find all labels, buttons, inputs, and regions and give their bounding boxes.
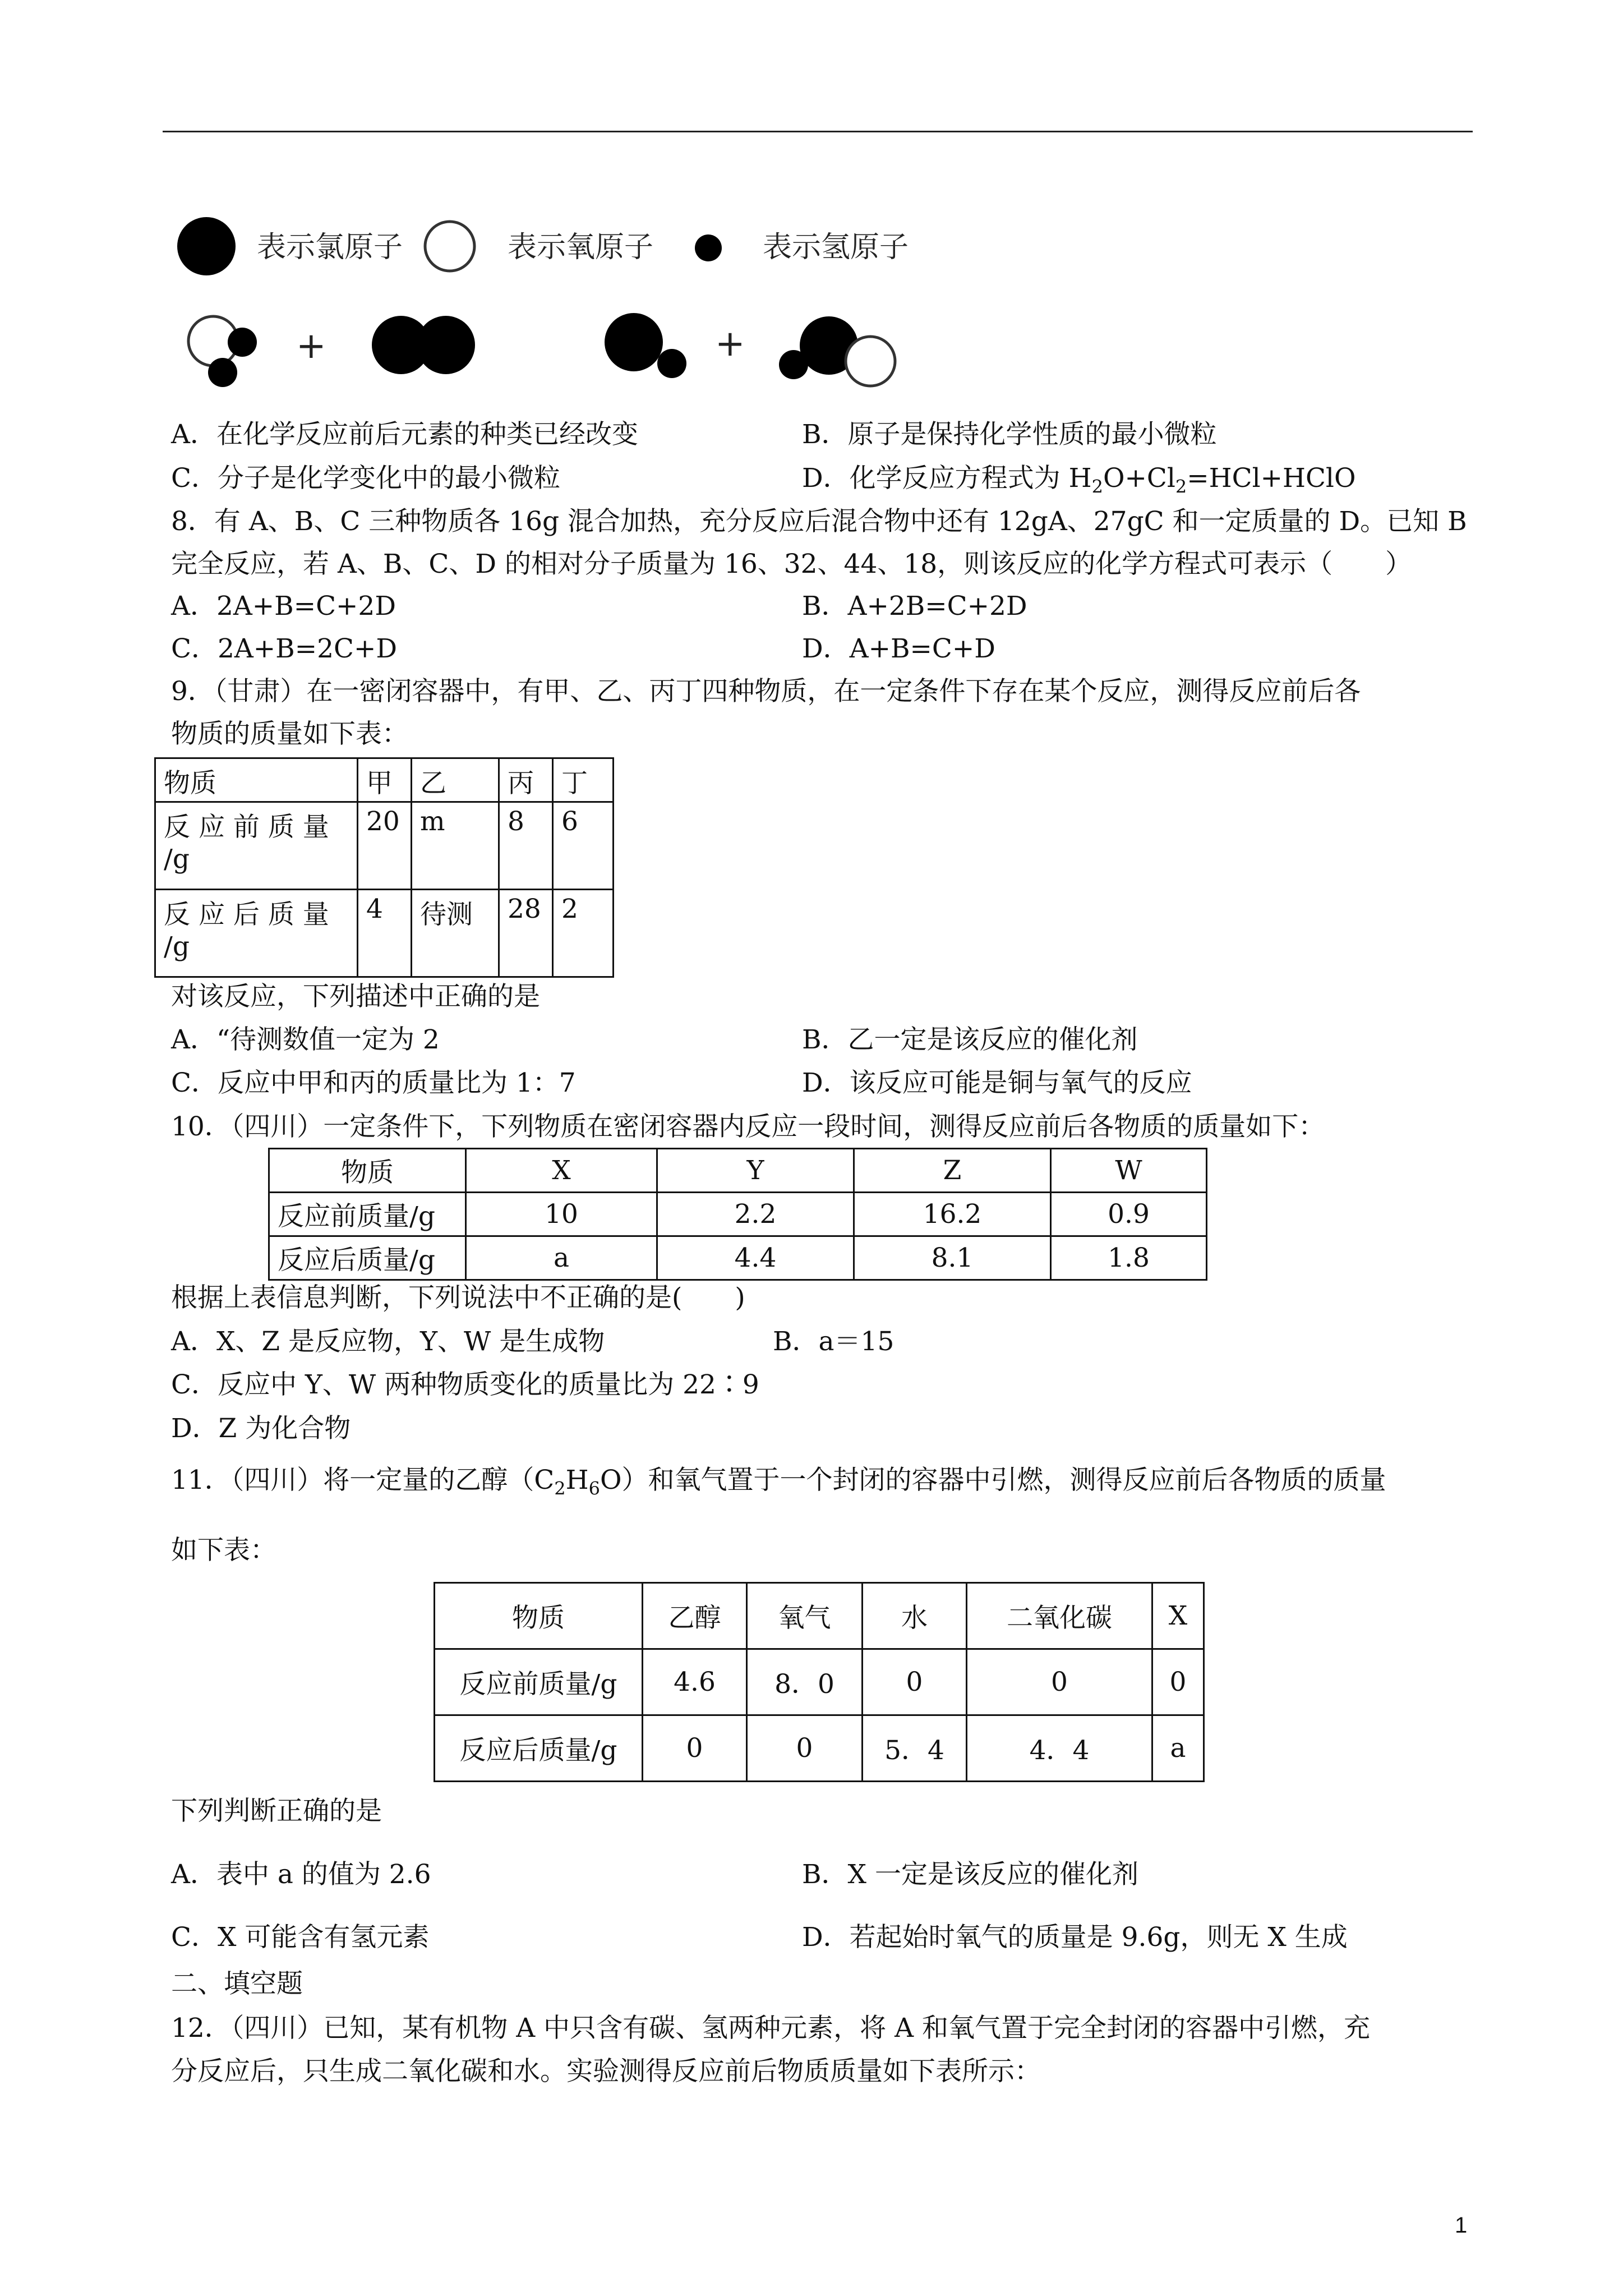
molecule-water [188,316,257,387]
legend-chlorine-atom [177,217,236,275]
q9-prompt: 对该反应，下列描述中正确的是 [171,981,540,1012]
q10-option-b: B．a＝15 [773,1326,895,1357]
table-row: 反应后质量/g 0 0 5．4 4．4 a [435,1715,1204,1782]
table-row: 反 应 后 质 量 /g 4 待测 28 2 [155,890,614,977]
q11-option-d: D．若起始时氧气的质量是 9.6g，则无 X 生成 [802,1922,1348,1953]
legend-hydrogen-label: 表示氢原子 [763,231,909,264]
q10-stem: 10．（四川）一定条件下，下列物质在密闭容器内反应一段时间，测得反应前后各物质的质量如下： [171,1111,1325,1142]
q11-option-b: B．X 一定是该反应的催化剂 [802,1859,1138,1890]
table-row: 反 应 前 质 量 /g 20 m 8 6 [155,802,614,890]
q11-prompt: 下列判断正确的是 [171,1796,382,1826]
q12-stem-line1: 12．（四川）已知，某有机物 A 中只含有碳、氢两种元素，将 A 和氧气置于完全封闭的容器中引燃，充 [171,2013,1370,2044]
molecule-hcl [605,313,686,378]
q10-table [268,1148,1207,1281]
q8-option-b: B．A+2B=C+2D [802,591,1027,622]
q9-option-d: D．该反应可能是铜与氧气的反应 [802,1068,1192,1098]
q10-option-a: A．X、Z 是反应物，Y、W 是生成物 [171,1326,605,1357]
plus-sign-1: + [296,325,326,367]
q8-stem-line1: 8．有 A、B、C 三种物质各 16g 混合加热，充分反应后混合物中还有 12gA、27gC 和一定质量的 D。已知 B [171,506,1467,537]
q11-table [434,1582,1205,1782]
molecule-hclo [779,316,895,386]
q7-option-a: A．在化学反应前后元素的种类已经改变 [171,419,638,450]
q8-option-a: A．2A+B=C+2D [171,591,396,622]
q8-option-d: D．A+B=C+D [802,633,995,664]
q9-option-b: B．乙一定是该反应的催化剂 [802,1024,1138,1055]
q8-option-c: C．2A+B=2C+D [171,633,398,664]
table-row: 物质 甲 乙 丙 丁 [155,758,614,802]
q12-stem-line2: 分反应后，只生成二氧化碳和水。实验测得反应前后物质质量如下表所示： [171,2056,1041,2087]
q11-stem-line1: 11．（四川）将一定量的乙醇$(C_2H_6O)$和氧气置于一个封闭的容器中引燃，测得反应前后各物质的质量 [171,1465,1386,1499]
q10-option-d: D．Z 为化合物 [171,1413,351,1444]
q10-prompt: 根据上表信息判断，下列说法中不正确的是( ) [171,1282,745,1313]
table-row: 物质 X Y Z W [269,1149,1207,1193]
table-row: 物质 乙醇 氧气 水 二氧化碳 X [435,1583,1204,1649]
q9-option-a: A．“待测数值一定为 2 [171,1024,440,1055]
q11-option-c: C．X 可能含有氢元素 [171,1922,430,1953]
table-row: 反应前质量/g 4.6 8．0 0 0 0 [435,1649,1204,1715]
q7-option-c: C．分子是化学变化中的最小微粒 [171,463,560,494]
q9-stem-line2: 物质的质量如下表： [171,719,408,749]
q7-option-b: B．原子是保持化学性质的最小微粒 [802,419,1217,450]
legend-chlorine-label: 表示氯原子 [257,231,403,264]
legend-hydrogen-atom [695,234,722,261]
header-rule [163,131,1473,132]
plus-sign-2: + [715,323,745,365]
table-row: 反应后质量/g a 4.4 8.1 1.8 [269,1236,1207,1280]
q10-option-c: C．反应中 Y、W 两种物质变化的质量比为 22∶9 [171,1369,759,1400]
molecule-chlorine [372,316,475,374]
q11-option-a: A．表中 a 的值为 2.6 [171,1859,431,1890]
q9-stem-line1: 9．（甘肃）在一密闭容器中，有甲、乙、丙丁四种物质，在一定条件下存在某个反应，测得反应前后各 [171,676,1361,707]
q7-option-d: D．化学反应方程式为 $H_2O+Cl_2=HCl+HClO$ [802,463,1356,498]
q9-option-c: C．反应中甲和丙的质量比为 1：7 [171,1068,576,1098]
q11-stem-line2: 如下表： [171,1535,276,1566]
page-number: 1 [1455,2213,1468,2238]
section-title-fill-in: 二、填空题 [171,1968,303,1999]
legend-oxygen-label: 表示氧原子 [508,231,654,264]
table-row: 反应前质量/g 10 2.2 16.2 0.9 [269,1193,1207,1236]
q9-table [154,757,614,978]
q8-stem-line2: 完全反应，若 A、B、C、D 的相对分子质量为 16、32、44、18，则该反应的化学方程式可表示（ ） [171,549,1412,579]
legend-oxygen-atom [425,222,474,271]
